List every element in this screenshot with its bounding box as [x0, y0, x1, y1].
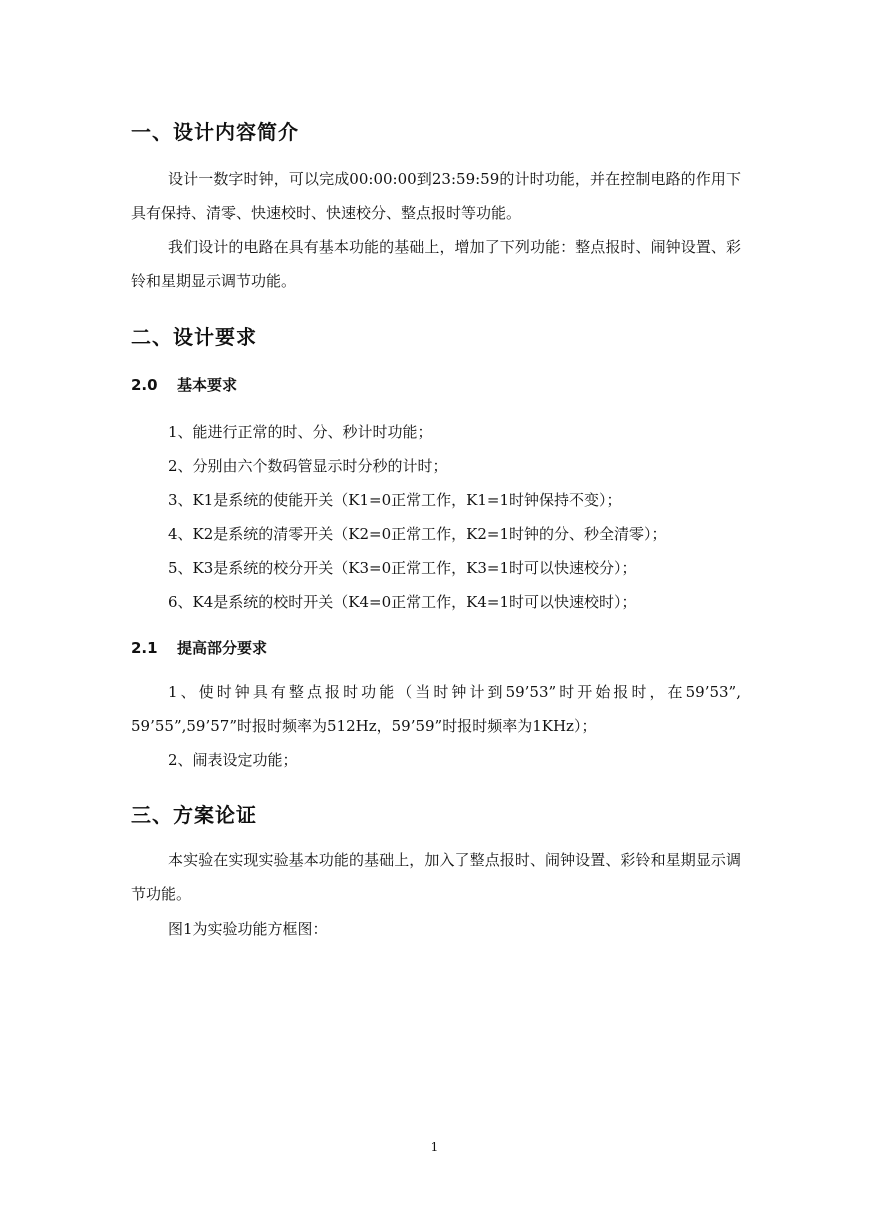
subheading-advanced-requirements [131, 637, 267, 658]
advanced-requirement-item-1: 1、使时钟具有整点报时功能（当时钟计到59’53”时开始报时，在59’53”, 59’55”,59’57”时报时频率为512Hz，59’59”时报时频率为1KHz）； [131, 683, 741, 735]
requirement-item: 1、能进行正常的时、分、秒计时功能； [168, 423, 433, 441]
section-heading-requirements: 二、设计要求 [131, 325, 257, 349]
section-heading-intro: 一、设计内容简介 [131, 120, 299, 144]
requirement-item: 4、K2是系统的清零开关（K2=0正常工作，K2=1时钟的分、秒全清零）； [168, 525, 667, 543]
intro-paragraph-1: 设计一数字时钟，可以完成00:00:00到23:59:59的计时功能，并在控制电路的作用下具有保持、清零、快速校时、快速校分、整点报时等功能。 [131, 170, 741, 222]
intro-paragraph-2: 我们设计的电路在具有基本功能的基础上，增加了下列功能：整点报时、闹钟设置、彩铃和星期显示调节功能。 [131, 238, 741, 290]
advanced-requirement-item-2: 2、闹表设定功能； [168, 751, 298, 769]
requirement-item: 2、分别由六个数码管显示时分秒的计时； [168, 457, 448, 475]
subheading-title: 提高部分要求 [177, 639, 268, 657]
page-number: 1 [430, 1140, 439, 1154]
subheading-number: 2.0 [131, 376, 158, 394]
scheme-paragraph-1: 本实验在实现实验基本功能的基础上，加入了整点报时、闹钟设置、彩铃和星期显示调节功能。 [131, 851, 741, 903]
scheme-paragraph-2: 图1为实验功能方框图： [168, 920, 328, 938]
subheading-title: 基本要求 [177, 376, 238, 394]
requirement-item: 3、K1是系统的使能开关（K1=0正常工作，K1=1时钟保持不变）； [168, 491, 622, 509]
requirement-item: 6、K4是系统的校时开关（K4=0正常工作，K4=1时可以快速校时）； [168, 593, 637, 611]
requirement-item: 5、K3是系统的校分开关（K3=0正常工作，K3=1时可以快速校分）； [168, 559, 637, 577]
subheading-basic-requirements [131, 374, 237, 395]
subheading-number: 2.1 [131, 639, 158, 657]
section-heading-scheme: 三、方案论证 [131, 803, 257, 827]
